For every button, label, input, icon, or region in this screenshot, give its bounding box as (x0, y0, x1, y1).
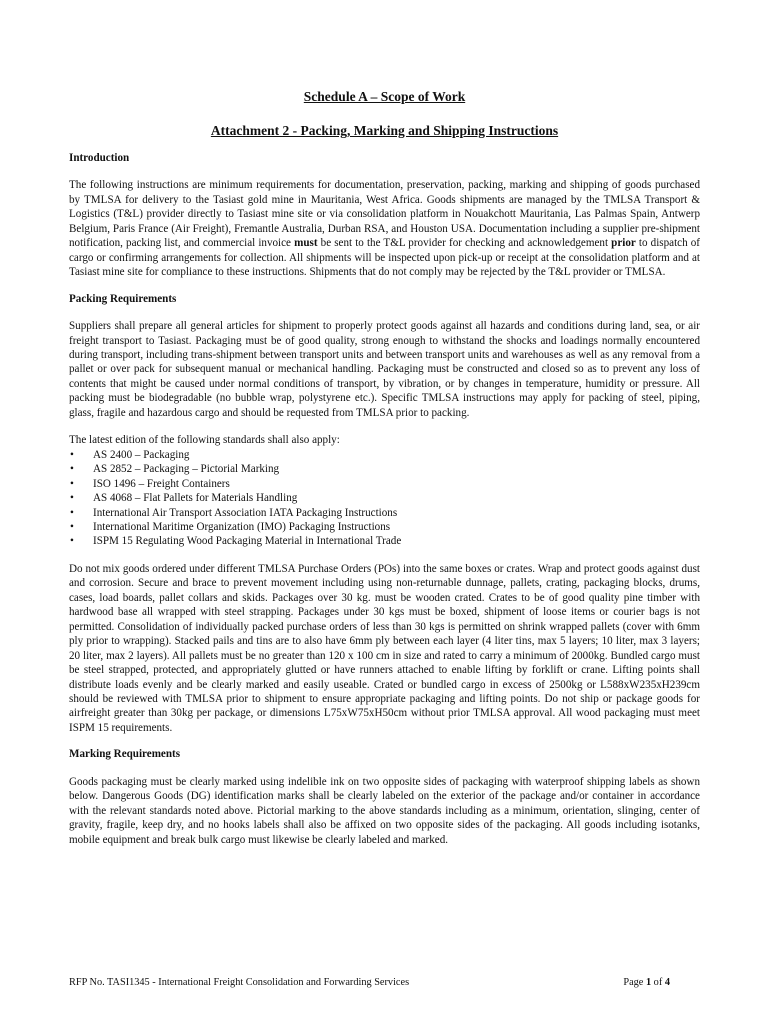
bullet-icon: • (70, 506, 74, 519)
page-number (623, 976, 670, 990)
list-item-text: ISO 1496 – Freight Containers (93, 477, 230, 490)
page-of: of (651, 977, 665, 988)
intro-bold-must: must (294, 237, 318, 250)
intro-bold-prior: prior (611, 237, 636, 250)
list-item-text: International Air Transport Association IATA Packaging Instructions (93, 506, 398, 519)
page-label: Page (623, 977, 646, 988)
list-item-text: International Maritime Organization (IMO) Packaging Instructions (93, 520, 391, 533)
bullet-icon: • (70, 477, 74, 490)
intro-text-b: be sent to the T&L provider for checking and acknowledgement (317, 237, 612, 250)
marking-heading: Marking Requirements (69, 748, 181, 761)
document-subtitle: Attachment 2 - Packing, Marking and Shipping Instructions (210, 123, 559, 138)
bullet-icon: • (70, 448, 74, 461)
standards-list (69, 448, 700, 549)
document-title: Schedule A – Scope of Work (303, 89, 466, 104)
list-item (69, 534, 700, 548)
list-item (69, 520, 700, 534)
list-item (69, 477, 700, 491)
list-item (69, 462, 700, 476)
page-current: 1 (645, 977, 652, 988)
marking-paragraph: Goods packaging must be clearly marked using indelible ink on two opposite sides of packaging with waterproof shipping labels as shown below. Dangerous Goods (DG) identification marks shall be clearly labeled on the exterior of the package and/or container in accordance with the relevant standards noted above. Pictorial marking to the above standards including as a minimum, orientation, slinging, center of gravity, fragile, keep dry, and no hooks labels shall also be affixed on two opposite sides of the packaging. All goods including isotanks, mobile equipment and break bulk cargo must likewise be clearly labeled and marked. (69, 775, 700, 846)
packing-heading: Packing Requirements (69, 292, 177, 305)
list-item (69, 448, 700, 462)
list-item (69, 491, 700, 505)
introduction-paragraph (69, 178, 700, 279)
intro-text-c: to dispatch of cargo or confirming arrangements for collection. All shipments will be inspected upon pick-up or receipt at the consolidation platform and at Tasiast mine site for compliance to these instructions. Shipments that do not comply may be rejected by the T&L provider or TMLSA. (69, 237, 700, 279)
bullet-icon: • (70, 535, 74, 548)
list-item-text: AS 2852 – Packaging – Pictorial Marking (93, 463, 280, 476)
bullet-icon: • (70, 492, 74, 505)
packing-paragraph-1: Suppliers shall prepare all general articles for shipment to properly protect goods against all hazards and conditions during land, sea, or air freight transport to Tasiast. Packaging must be of good quality, strong enough to withstand the shocks and loadings normally encountered during transport, including trans-shipment between transport units and between transport units and warehouses as well as any removal from a pallet or over pack for subsequent manual or mechanical handling. Packaging must be constructed and closed so as to prevent any loss of contents that might be caused under normal conditions of transport, by vibration, or by changes in temperature, humidity or pressure. All packing must be biodegradable (no bubble wrap, polystyrene etc.). Specific TMLSA instructions may apply for packing of steel, piping, glass, fragile and hazardous cargo and should be requested from TMLSA prior to packing. (69, 320, 700, 419)
list-item-text: AS 2400 – Packaging (93, 448, 190, 461)
footer-rfp-reference: RFP No. TASI1345 - International Freight Consolidation and Forwarding Services (69, 977, 410, 988)
page-total: 4 (664, 977, 670, 988)
bullet-icon: • (70, 463, 74, 476)
list-item (69, 506, 700, 520)
list-item-text: AS 4068 – Flat Pallets for Materials Handling (93, 492, 298, 505)
list-item-text: ISPM 15 Regulating Wood Packaging Material in International Trade (93, 535, 402, 548)
packing-paragraph-2: Do not mix goods ordered under different TMLSA Purchase Orders (POs) into the same boxes or crates. Wrap and protect goods against dust and corrosion. Secure and brace to prevent movement including using non-returnable dunnage, pallets, crating, packaging blocks, drums, cases, load boards, pallet collars and skids. Packages over 30 kg. must be wooden crated. Crates to be of good quality pine timber with hardwood base all wrapped with steel strapping. Packages under 30 kgs must be boxed, shipment of loose items or courier bags is not permitted. Consolidation of individually packed purchase orders of less than 30 kgs is permitted on shrink wrapped pallets (cover with 6mm ply prior to wrapping). Stacked pails and tins are to also have 6mm ply between each layer (4 liter tins, max 5 layers; 10 liter, max 3 layers; 20 liter, max 2 layers). All pallets must be no greater than 120 x 100 cm in size and rated to carry a minimum of 2000kg. Bundled cargo must be steel strapped, protected, and appropriately glutted or have runners attached to enable lifting by forklift or crane. Lifting points shall distribute loads evenly and be clearly marked and easily useable. Crated or bundled cargo in excess of 2500kg or L588xW235xH239cm should be reviewed with TMLSA prior to shipment to ensure appropriate packaging and lifting points. Do not ship or package goods for airfreight greater than 30kg per package, or dimensions L75xW75xH50cm without prior TMLSA approval. All wood packaging must meet ISPM 15 requirements. (69, 562, 700, 734)
document-body (69, 88, 700, 847)
intro-text-a: The following instructions are minimum requirements for documentation, preservation, packing, marking and shipping of goods purchased by TMLSA for delivery to the Tasiast gold mine in Mauritania, West Africa. Goods shipments are managed by the TMLSA Transport & Logistics (T&L) provider directly to Tasiast mine site or via consolidation platform in Nouakchott Mauritania, Las Palmas Spain, Antwerp Belgium, Paris France (Air Freight), Fremantle Australia, Durban RSA, and Houston USA. Documentation including a supplier pre-shipment notification, packing list, and commercial invoice (69, 179, 700, 250)
bullet-icon: • (70, 520, 74, 533)
introduction-heading: Introduction (69, 152, 130, 164)
standards-intro: The latest edition of the following standards shall also apply: (69, 434, 340, 447)
